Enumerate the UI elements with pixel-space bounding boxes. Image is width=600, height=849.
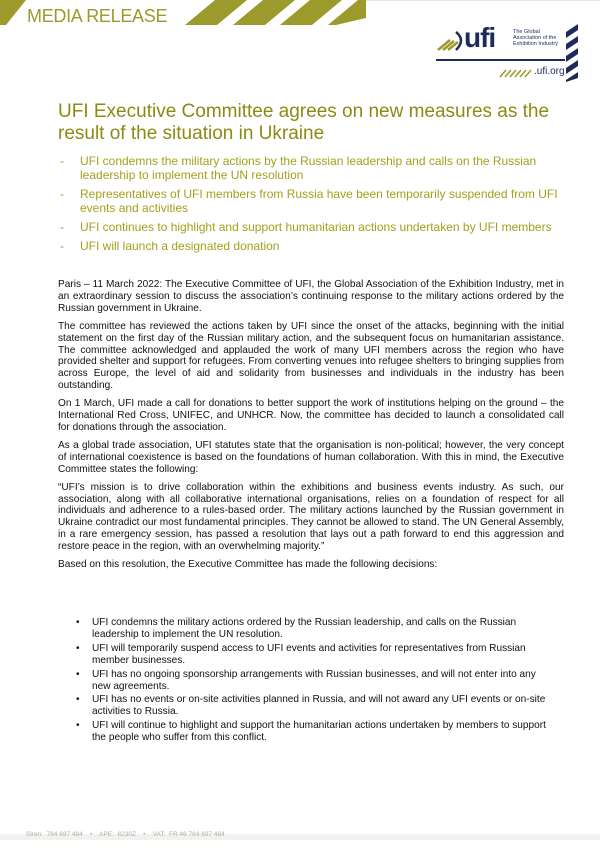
decision-item [76, 694, 546, 718]
decisions-list [76, 617, 546, 746]
decision-item [76, 720, 546, 744]
logo-rule [436, 59, 565, 61]
summary-item-text: Representatives of UFI members from Russia have been temporarily suspended from UFI events and activities [80, 187, 558, 215]
decision-item [76, 643, 546, 667]
dash-icon: - [60, 220, 64, 234]
decision-item-text: UFI condemns the military actions ordered by the Russian leadership, and calls on the Russian leadership to implement the UN resolution. [92, 617, 517, 640]
footer-registration: Siren: 784 697 484 • APE: 8230Z • VAT: FR 46 784 697 484 [26, 831, 225, 838]
bullet-icon: • [76, 642, 80, 654]
logo-url: .ufi.org [534, 66, 565, 77]
summary-item [58, 154, 558, 182]
decision-item [76, 617, 546, 641]
paragraph: As a global trade association, UFI statutes state that the organisation is non-political; however, the very concept of international coexistence is based on the foundations of human collaboration. With this in mind, the Executive Committee states the following: [58, 439, 564, 475]
media-release-label: MEDIA RELEASE [27, 6, 168, 26]
summary-item-text: UFI continues to highlight and support humanitarian actions undertaken by UFI members [80, 220, 552, 234]
decision-item [76, 669, 546, 693]
paragraph-dateline: Paris – 11 March 2022: The Executive Committee of UFI, the Global Association of the Exhibition Industry, met in an extraordinary session to discuss the association’s continuing response to the military actions ordered by the Russian government in Ukraine. [58, 279, 564, 314]
summary-item-text: UFI will launch a designated donation [80, 239, 280, 253]
paragraph: The committee has reviewed the actions taken by UFI since the onset of the attacks, beginning with the initial statement on the first day of the Russian military action, and the subsequent focus on humanitarian assistance. The committee acknowledged and applauded the work of many UFI members across the region who have provided shelter and support for refugees. From converting venues into refugee shelters to bringing supplies from across Europe, the level of aid and solidarity from businesses and individuals in the industry has been outstanding. [58, 320, 564, 392]
ufi-wordmark: ufi [464, 22, 496, 53]
decision-item-text: UFI will continue to highlight and support the humanitarian actions undertaken by members to support the people who suffer from this conflict. [92, 720, 546, 744]
url-stripes-icon [498, 68, 534, 78]
summary-item [58, 187, 558, 215]
tagline-line: Association of the [513, 35, 557, 41]
tagline-line: The Global [513, 29, 540, 35]
dash-icon: - [60, 154, 64, 168]
decision-item-text: UFI will temporarily suspend access to UFI events and activities for representatives from Russian member businesses. [92, 642, 526, 666]
quote-paragraph: “UFI’s mission is to drive collaboration within the exhibitions and business events industry. As such, our association, along with all collaborative international organisations, relies on a foundation of respect for all individuals and adherence to a rules-based order. The military actions launched by the Russian government in Ukraine contradict our most fundamental principles. They cannot be allowed to stand. The UN General Assembly, in a rare emergency session, has passed a resolution that lays out a path forward to end this aggression and restore peace in the region, with an overwhelming majority.” [58, 481, 564, 553]
body-text [58, 279, 564, 577]
dash-icon: - [60, 239, 64, 253]
ufi-logo [436, 20, 586, 82]
logo-bars-icon [564, 22, 580, 82]
summary-item [58, 220, 558, 234]
paragraph: On 1 March, UFI made a call for donations to better support the work of institutions helping on the ground – the International Red Cross, UNIFEC, and UNHCR. Now, the committee has decided to launch a consolidated call for donations through the association. [58, 398, 564, 433]
decision-item-text: UFI has no events or on-site activities planned in Russia, and will not award any UFI events or on-site activities to Russia. [92, 694, 546, 718]
bullet-icon: • [76, 668, 80, 680]
summary-list [58, 154, 558, 258]
bullet-icon: • [76, 694, 80, 706]
dash-icon: - [60, 187, 64, 201]
bullet-icon: • [76, 720, 80, 732]
bullet-icon: • [76, 617, 80, 628]
decision-item-text: UFI has no ongoing sponsorship arrangements with Russian businesses, and will not enter into any new agreements. [92, 668, 536, 692]
summary-item [58, 239, 558, 253]
paragraph: Based on this resolution, the Executive Committee has made the following decisions: [58, 559, 438, 571]
page-title: UFI Executive Committee agrees on new measures as the result of the situation in Ukraine [58, 101, 550, 144]
summary-item-text: UFI condemns the military actions by the Russian leadership and calls on the Russian leadership to implement the UN resolution [80, 154, 537, 182]
tagline-line: Exhibition Industry [513, 41, 558, 47]
